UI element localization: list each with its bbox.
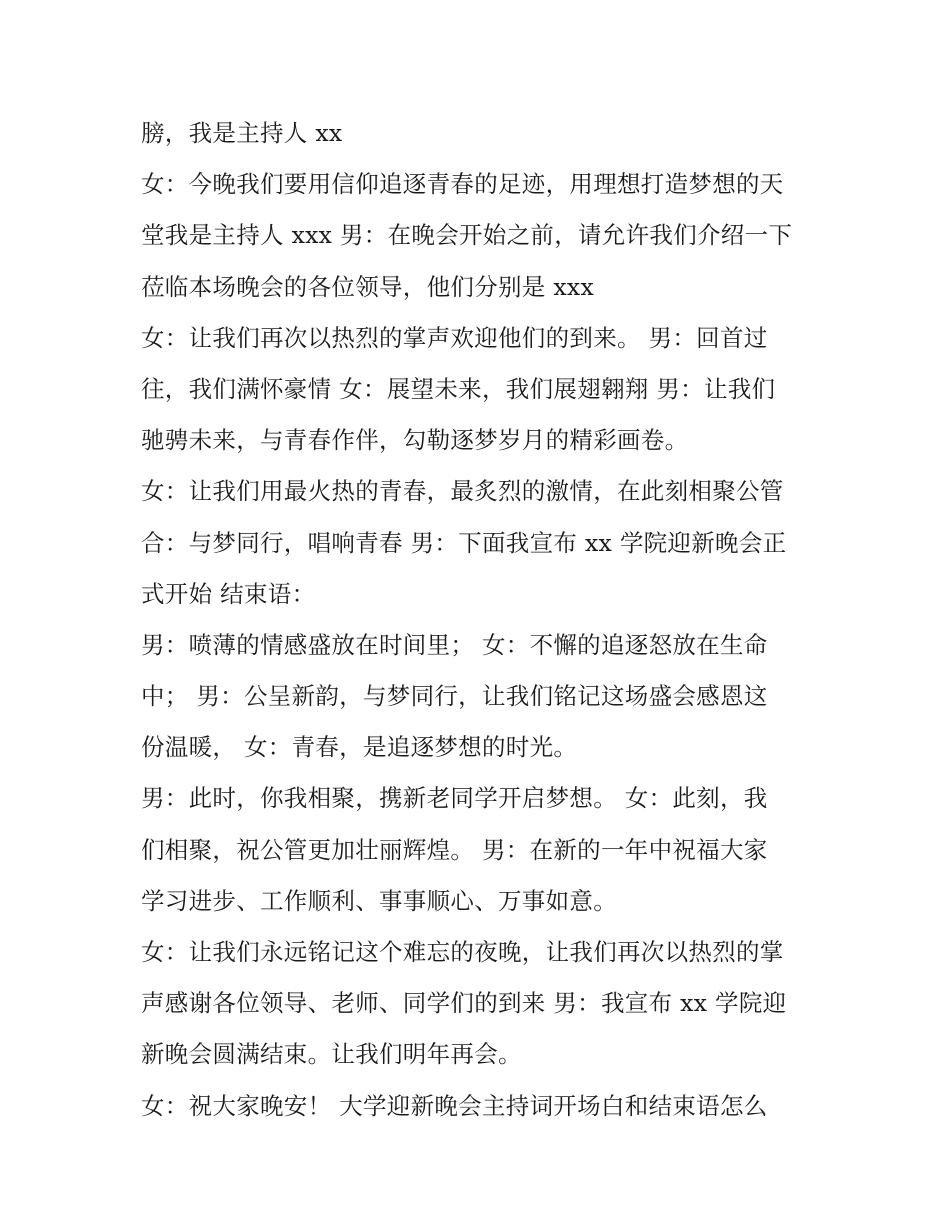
text-line: 莅临本场晚会的各位领导，他们分别是 xxx <box>141 272 595 301</box>
document-body <box>141 108 821 1132</box>
text-line: 女：让我们用最火热的青春，最炙烈的激情，在此刻相聚公管 <box>141 477 784 506</box>
text-line: 学习进步、工作顺利、事事顺心、万事如意。 <box>141 886 617 915</box>
text-line: 式开始 结束语： <box>141 579 316 608</box>
text-line: 男：此时，你我相聚，携新老同学开启梦想。 女：此刻，我 <box>141 784 768 813</box>
text-line: 膀，我是主持人 xx <box>141 119 343 147</box>
text-line: 女：祝大家晚安！ 大学迎新晚会主持词开场白和结束语怎么 <box>141 1091 768 1120</box>
text-line: 男：喷薄的情感盛放在时间里； 女：不懈的追逐怒放在生命 <box>141 630 768 659</box>
text-line: 驰骋未来，与青春作伴，勾勒逐梦岁月的精彩画卷。 <box>141 426 689 455</box>
text-line: 中； 男：公呈新韵，与梦同行，让我们铭记这场盛会感恩这 <box>141 682 768 711</box>
text-line: 合：与梦同行，唱响青春 男：下面我宣布 xx 学院迎新晚会正 <box>141 528 787 557</box>
text-line: 女：让我们永远铭记这个难忘的夜晚，让我们再次以热烈的掌 <box>141 938 784 966</box>
text-line: 往，我们满怀豪情 女：展望未来，我们展翅翱翔 男：让我们 <box>141 374 776 403</box>
text-line: 堂我是主持人 xxx 男：在晚会开始之前，请允许我们介绍一下 <box>141 221 793 250</box>
text-line: 女：今晚我们要用信仰追逐青春的足迹，用理想打造梦想的天 <box>141 170 784 199</box>
text-line: 们相聚，祝公管更加壮丽辉煌。 男：在新的一年中祝福大家 <box>141 835 768 864</box>
text-line: 女：让我们再次以热烈的掌声欢迎他们的到来。 男：回首过 <box>141 323 768 352</box>
text-line: 新晚会圆满结束。让我们明年再会。 <box>141 1040 522 1069</box>
text-line: 份温暖， 女：青春，是追逐梦想的时光。 <box>141 733 578 762</box>
text-line: 声感谢各位领导、老师、同学们的到来 男：我宣布 xx 学院迎 <box>141 989 787 1018</box>
